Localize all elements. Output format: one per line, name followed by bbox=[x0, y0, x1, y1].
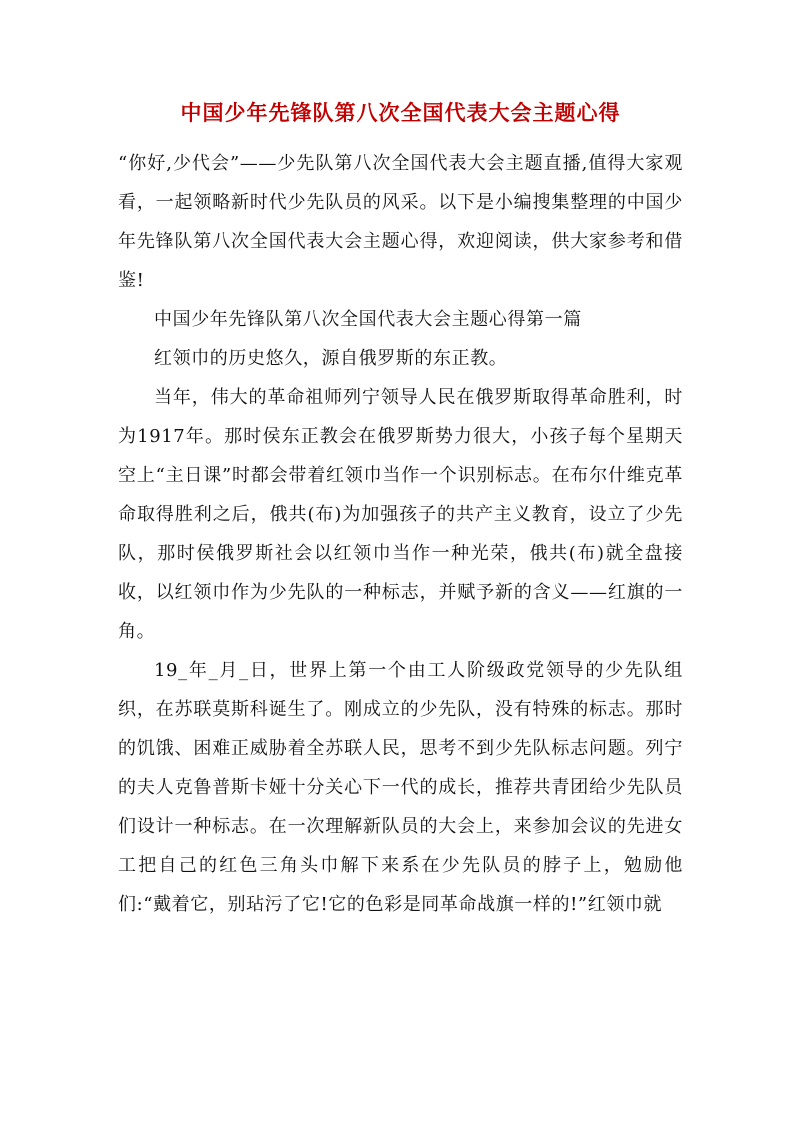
paragraph-origin: 红领巾的历史悠久，源自俄罗斯的东正教。 bbox=[154, 348, 508, 369]
document-page bbox=[118, 96, 683, 924]
paragraph-history: 当年，伟大的革命祖师列宁领导人民在俄罗斯取得革命胜利，时为1917年。那时侯东正教会在俄罗斯势力很大，小孩子每个星期天空上“主日课”时都会带着红领巾当作一个识别标志。在布尔什维克革命取得胜利之后，俄共(布)为加强孩子的共产主义教育，设立了少先队，那时侯俄罗斯社会以红领巾当作一种光荣，俄共(布)就全盘接收，以红领巾作为少先队的一种标志，并赋予新的含义——红旗的一角。 bbox=[118, 387, 683, 642]
paragraph-founding: 19_年_月_日，世界上第一个由工人阶级政党领导的少先队组织，在苏联莫斯科诞生了。刚成立的少先队，没有特殊的标志。那时的饥饿、困难正威胁着全苏联人民，思考不到少先队标志问题。列宁的夫人克鲁普斯卡娅十分关心下一代的成长，推荐共青团给少先队员们设计一种标志。在一次理解新队员的大会上，来参加会议的先进女工把自己的红色三角头巾解下来系在少先队员的脖子上，勉励他们:“戴着它，别玷污了它!它的色彩是同革命战旗一样的!”红领巾就 bbox=[118, 660, 683, 915]
document-title: 中国少年先锋队第八次全国代表大会主题心得 bbox=[180, 100, 621, 125]
paragraph-section-heading: 中国少年先锋队第八次全国代表大会主题心得第一篇 bbox=[154, 309, 582, 330]
paragraph-intro: “你好,少代会”——少先队第八次全国代表大会主题直播,值得大家观看，一起领略新时代少先队员的风采。以下是小编搜集整理的中国少年先锋队第八次全国代表大会主题心得，欢迎阅读，供大家参考和借鉴! bbox=[118, 153, 683, 291]
document-body bbox=[118, 144, 683, 924]
